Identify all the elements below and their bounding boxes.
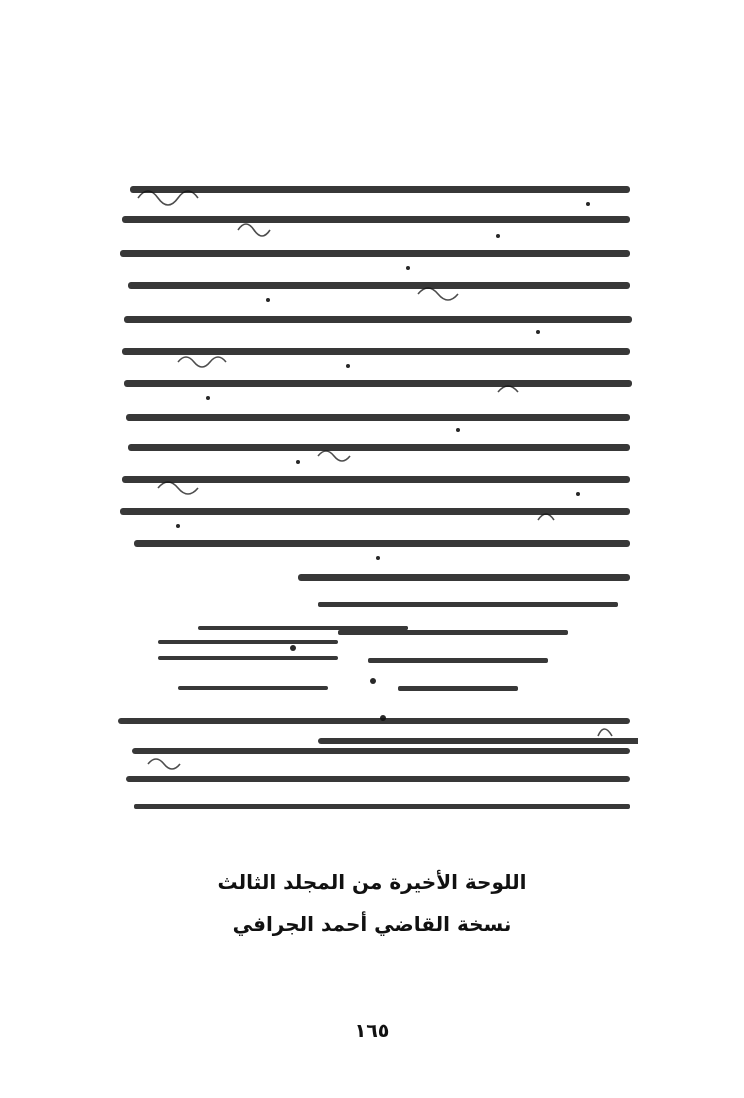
manuscript-handwriting-image	[118, 178, 638, 838]
caption-line-2: نسخة القاضي أحمد الجرافي	[232, 912, 512, 936]
caption-line-1: اللوحة الأخيرة من المجلد الثالث	[217, 870, 527, 894]
page-number: ١٦٥	[354, 1020, 390, 1042]
